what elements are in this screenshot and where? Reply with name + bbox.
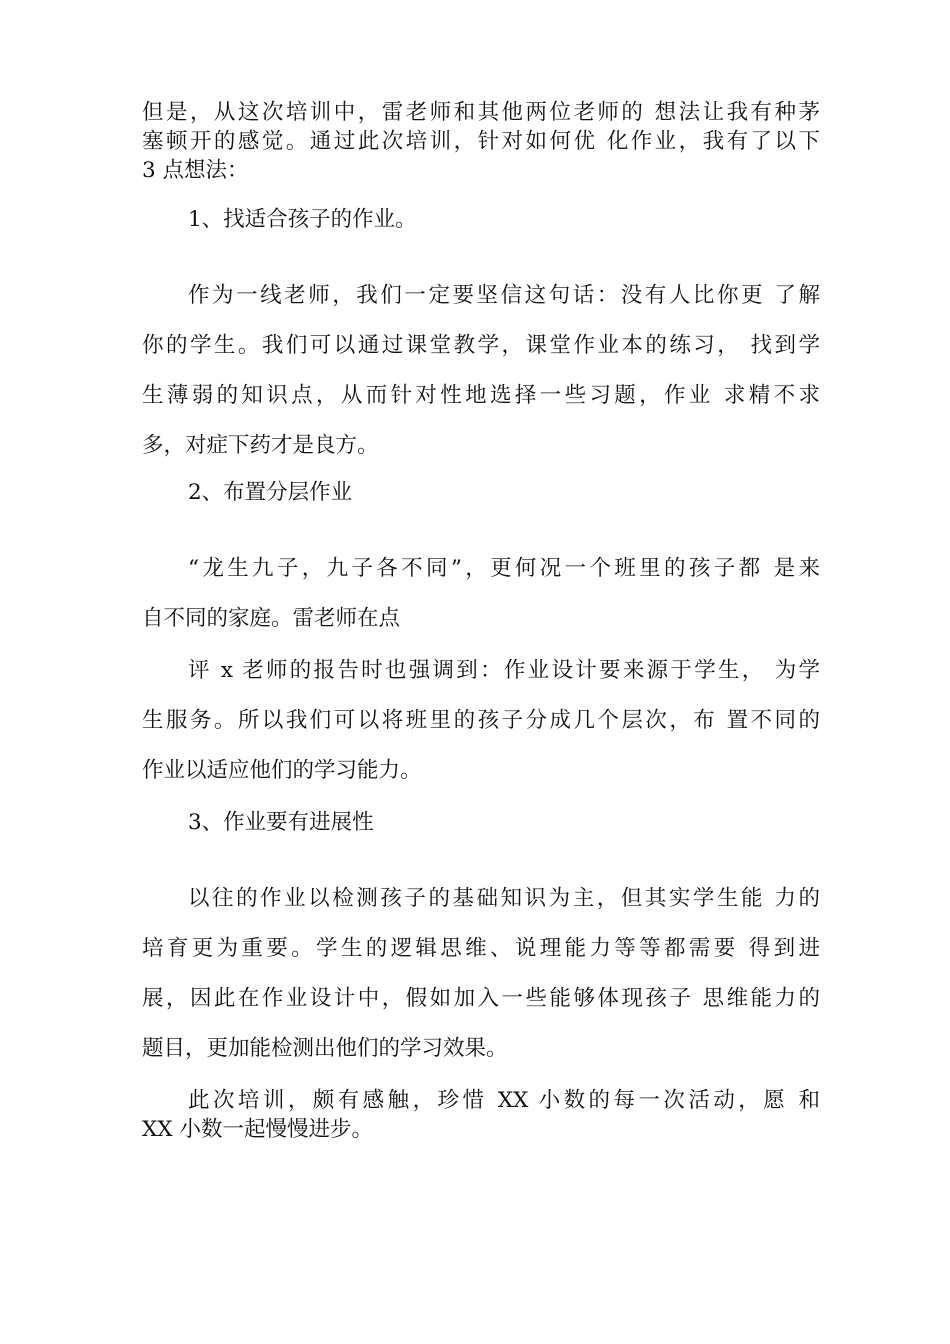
text-line: 自不同的家庭。雷老师在点: [142, 606, 401, 631]
text-line: 3 点想法：: [142, 158, 249, 183]
text-line: 作为一线老师，我们一定要坚信这句话：没有人比你更 了解: [188, 283, 820, 308]
text-line: 但是，从这次培训中，雷老师和其他两位老师的 想法让我有种茅: [142, 100, 820, 125]
text-line: 你的学生。我们可以通过课堂教学，课堂作业本的练习， 找到学: [142, 333, 820, 358]
text-line: 多，对症下药才是良方。: [142, 433, 379, 458]
text-line: 生薄弱的知识点，从而针对性地选择一些习题，作业 求精不求: [142, 383, 820, 408]
text-line: 展，因此在作业设计中，假如加入一些能够体现孩子 思维能力的: [142, 986, 820, 1011]
section-heading-1: [142, 205, 820, 235]
section-heading-3: [142, 808, 820, 838]
heading-text: 1、找适合孩子的作业。: [188, 207, 417, 232]
section-body-2b: [142, 646, 820, 796]
text-line: 生服务。所以我们可以将班里的孩子分成几个层次，布 置不同的: [142, 708, 820, 733]
text-line: 作业以适应他们的学习能力。: [142, 758, 422, 783]
heading-text: 3、作业要有进展性: [188, 810, 374, 835]
text-line: 以往的作业以检测孩子的基础知识为主，但其实学生能 力的: [188, 886, 820, 911]
intro-paragraph: [142, 98, 820, 185]
heading-text: 2、布置分层作业: [188, 480, 353, 505]
text-line: “龙生九子，九子各不同”，更何况一个班里的孩子都 是来: [188, 556, 820, 581]
text-line: 塞顿开的感觉。通过此次培训，针对如何优 化作业，我有了以下: [142, 129, 820, 154]
section-body-1: [142, 271, 820, 471]
text-line: 培育更为重要。学生的逻辑思维、说理能力等等都需要 得到进: [142, 936, 820, 961]
text-line: XX 小数一起慢慢进步。: [142, 1117, 373, 1142]
text-line: 评 x 老师的报告时也强调到：作业设计要来源于学生， 为学: [188, 658, 820, 683]
section-heading-2: [142, 478, 820, 508]
closing-paragraph: [142, 1086, 820, 1144]
text-line: 题目，更加能检测出他们的学习效果。: [142, 1036, 508, 1061]
section-body-3: [142, 874, 820, 1074]
text-line: 此次培训，颇有感触，珍惜 XX 小数的每一次活动，愿 和: [188, 1088, 820, 1113]
section-body-2a: [142, 544, 820, 644]
